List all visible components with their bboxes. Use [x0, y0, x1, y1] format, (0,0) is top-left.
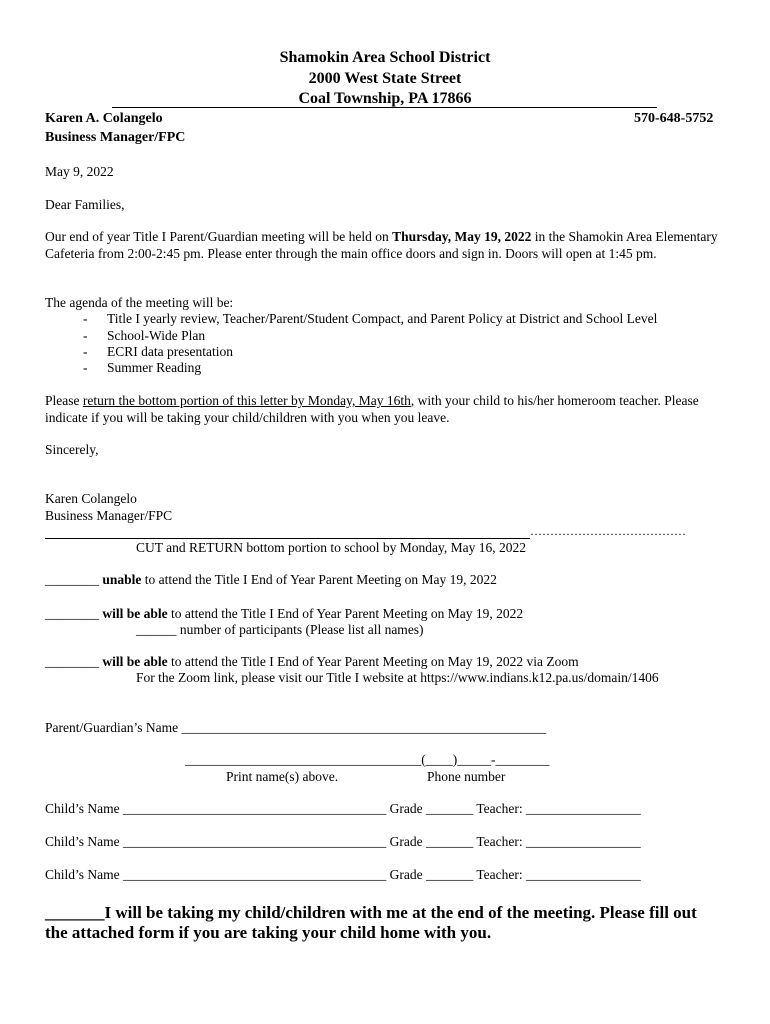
option-unable-text: to attend the Title I End of Year Parent Meeting on May 19, 2022: [141, 572, 497, 587]
meeting-date-bold: Thursday, May 19, 2022: [392, 229, 532, 244]
agenda-item: ECRI data presentation: [107, 344, 233, 359]
option-blank[interactable]: ________: [45, 606, 99, 621]
print-name-label: Print name(s) above.: [226, 769, 339, 784]
take-child-statement-line2: the attached form if you are taking your child home with you.: [45, 923, 492, 942]
cut-line: [45, 538, 530, 539]
option-able: [45, 606, 523, 622]
agenda-item: Summer Reading: [107, 360, 202, 375]
child-row[interactable]: Child’s Name _______________________________________ Grade _______ Teacher: _________________: [45, 801, 641, 816]
agenda-bullet: -: [83, 311, 88, 326]
sender-name: Karen A. Colangelo: [45, 111, 163, 126]
closing: Sincerely,: [45, 442, 99, 457]
sender-phone: 570-648-5752: [634, 111, 714, 126]
print-phone-field[interactable]: ___________________________________(____)_____-________: [185, 752, 550, 767]
participants-line[interactable]: ______ number of participants (Please list all names): [136, 622, 424, 637]
option-blank[interactable]: ________: [45, 572, 99, 587]
option-zoom-text: to attend the Title I End of Year Parent Meeting on May 19, 2022 via Zoom: [167, 654, 579, 669]
cut-instruction: CUT and RETURN bottom portion to school by Monday, May 16, 2022: [136, 540, 526, 555]
option-zoom-bold: will be able: [102, 654, 168, 669]
option-unable: [45, 572, 497, 588]
child-row[interactable]: Child’s Name _______________________________________ Grade _______ Teacher: _________________: [45, 834, 641, 849]
agenda-bullet: -: [83, 360, 88, 375]
return-paragraph: [45, 393, 725, 426]
option-able-text: to attend the Title I End of Year Parent Meeting on May 19, 2022: [167, 606, 524, 621]
district-city: Coal Township, PA 17866: [298, 90, 472, 107]
option-able-bold: will be able: [102, 606, 168, 621]
signature-title: Business Manager/FPC: [45, 508, 173, 523]
parent-name-field[interactable]: Parent/Guardian’s Name ______________________________________________________: [45, 720, 546, 735]
zoom-link-note: For the Zoom link, please visit our Title I website at https://www.indians.k12.pa.us/domain/1406: [136, 670, 659, 685]
return-text-b: , with your child to his/her homeroom teacher. Please indicate if you will be taking your child/children with you when you leave.: [45, 393, 699, 425]
district-street: 2000 West State Street: [308, 70, 462, 87]
meeting-text-b: in the Shamokin Area Elementary Cafeteria from 2:00-2:45 pm. Please enter through the main office doors and sign in. Doors will open at 1:45 pm.: [45, 229, 718, 261]
option-blank[interactable]: ________: [45, 654, 99, 669]
agenda-item: School-Wide Plan: [107, 328, 206, 343]
option-unable-bold: unable: [102, 572, 142, 587]
letter-greeting: Dear Families,: [45, 197, 125, 212]
child-row[interactable]: Child’s Name _______________________________________ Grade _______ Teacher: _________________: [45, 867, 641, 882]
option-zoom: [45, 654, 579, 670]
return-text-a: Please: [45, 393, 83, 408]
take-child-statement-line1: _______I will be taking my child/children with me at the end of the meeting. Please fill out: [45, 903, 697, 922]
meeting-paragraph: [45, 229, 725, 262]
phone-number-label: Phone number: [427, 769, 506, 784]
header-rule: [112, 107, 657, 108]
letter-date: May 9, 2022: [45, 164, 114, 179]
sender-title: Business Manager/FPC: [45, 130, 186, 145]
meeting-text-a: Our end of year Title I Parent/Guardian meeting will be held on: [45, 229, 393, 244]
agenda-bullet: -: [83, 328, 88, 343]
agenda-item: Title I yearly review, Teacher/Parent/Student Compact, and Parent Policy at District and School Level: [107, 311, 658, 326]
agenda-intro: The agenda of the meeting will be:: [45, 295, 234, 310]
cut-dots: …………………………………: [530, 524, 686, 538]
agenda-bullet: -: [83, 344, 88, 359]
return-deadline-underlined: return the bottom portion of this letter by Monday, May 16th: [82, 393, 411, 408]
signature-name: Karen Colangelo: [45, 491, 137, 506]
district-name: Shamokin Area School District: [279, 49, 491, 66]
